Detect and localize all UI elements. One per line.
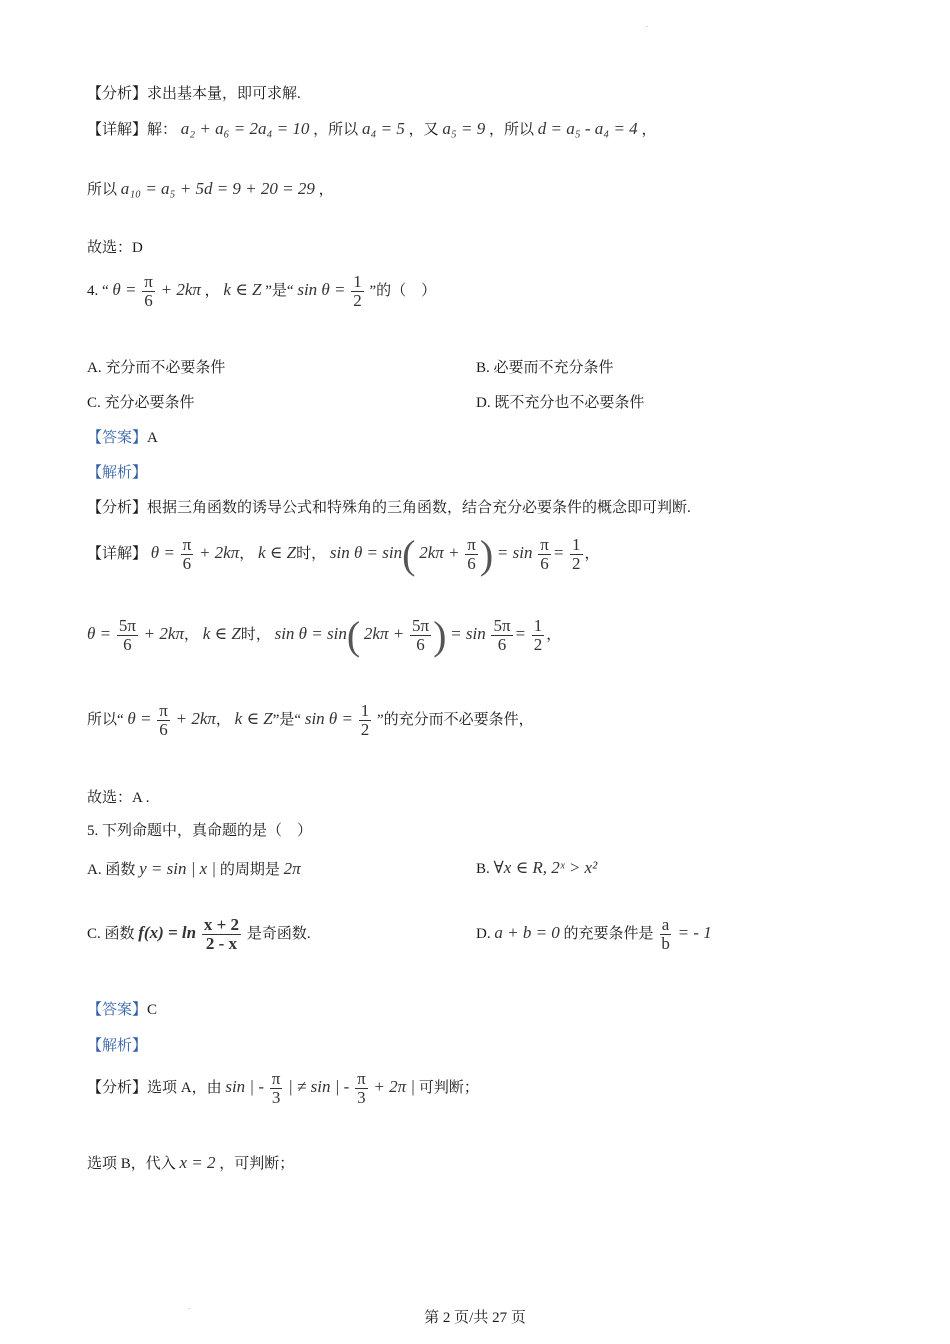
q5-option-c: C. 函数 f(x) = ln $\frac{x + 2}{2 - x}$ 是奇函数. — [87, 915, 311, 953]
scan-dot: . — [646, 20, 648, 29]
q4-option-c: C. 充分必要条件 — [87, 395, 195, 411]
analysis-line: 【分析】求出基本量，即可求解. — [87, 86, 301, 102]
q4-jiexi: 【解析】 — [87, 465, 148, 481]
q5-jiexi: 【解析】 — [87, 1038, 148, 1054]
detail-line: 【详解】解： a₂ + a₆ = 2a₄ = 10 ，所以 a₄ = 5 ，又 a₅ = 9 ，所以 d = a₅ - a₄ = 4 ， — [87, 119, 657, 138]
therefore-line: 所以 a₁₀ = a₅ + 5d = 9 + 20 = 29 ， — [87, 179, 334, 198]
q5-option-d: D. a + b = 0 的充要条件是 $\frac{a}{b}$ = - 1 — [476, 915, 712, 953]
q4-detail-line-2: θ = $\frac{5\pi}{6}$ + 2kπ， k ∈ Z时， sin θ = sin( 2kπ + $\frac{5\pi}{6}$ ) = sin $\frac{5\pi}{6}$ = $\frac{1}{2}$ ， — [87, 613, 562, 658]
fraction-1-2: $\frac{1}{2}$ — [353, 272, 362, 310]
q4-analysis: 【分析】根据三角函数的诱导公式和特殊角的三角函数，结合充分必要条件的概念即可判断. — [87, 500, 691, 516]
q4-option-d: D. 既不充分也不必要条件 — [476, 395, 645, 411]
q4-conclusion: 所以“ θ = $\frac{\pi}{6}$ + 2kπ， k ∈ Z”是“ sin θ = $\frac{1}{2}$ ”的充分而不必要条件， — [87, 701, 534, 739]
equation-3: a₅ = 9 — [442, 119, 486, 138]
question-5-stem: 5. 下列命题中，真命题的是（ ） — [87, 823, 313, 839]
page-footer: 第 2 页/共 27 页 — [424, 1310, 526, 1326]
choice-line: 故选：D — [87, 240, 143, 256]
q5-analysis: 【分析】选项 A，由 sin | - $\frac{\pi}{3}$ | ≠ sin | - $\frac{\pi}{3}$ + 2π | 可判断； — [87, 1069, 479, 1107]
fraction-pi-6: $\frac{\pi}{6}$ — [144, 272, 153, 310]
q4-detail-line-1: 【详解】 θ = $\frac{\pi}{6}$ + 2kπ， k ∈ Z时， sin θ = sin( 2kπ + $\frac{\pi}{6}$ ) = sin $\frac{\pi}{6}$ = $\frac{1}{2}$ ， — [87, 532, 600, 577]
q4-option-a: A. 充分而不必要条件 — [87, 360, 226, 376]
q4-choice: 故选：A . — [87, 790, 150, 806]
equation-1: a₂ + a₆ = 2a₄ = 10 — [180, 119, 310, 138]
q5-answer: 【答案】C — [87, 1002, 158, 1018]
q4-answer: 【答案】A — [87, 430, 158, 446]
q5-option-a: A. 函数 y = sin | x | 的周期是 2π — [87, 859, 301, 878]
scan-dot: . — [188, 1302, 190, 1311]
q4-option-b: B. 必要而不充分条件 — [476, 360, 614, 376]
q5-option-b-analysis: 选项 B，代入 x = 2 ，可判断； — [87, 1153, 295, 1172]
equation-4: d = a₅ - a₄ = 4 — [537, 119, 638, 138]
question-4-stem: 4. “ θ = $\frac{\pi}{6}$ + 2kπ ， k ∈ Z ”是“ sin θ = $\frac{1}{2}$ ”的（ ） — [87, 272, 437, 310]
equation-2: a₄ = 5 — [361, 119, 405, 138]
equation-a10: a₁₀ = a₅ + 5d = 9 + 20 = 29 — [120, 179, 315, 198]
q5-option-b: B. ∀x ∈ R, 2ˣ > x² — [476, 858, 598, 877]
